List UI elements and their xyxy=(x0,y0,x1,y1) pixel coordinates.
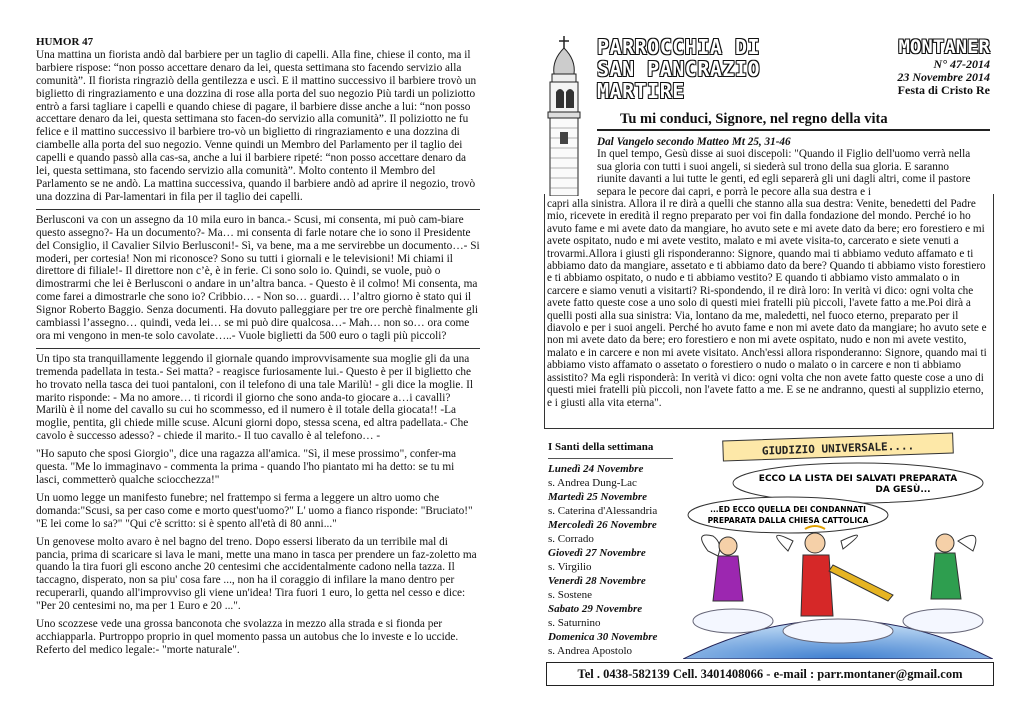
humor-story-3: Un tipo sta tranquillamente leggendo il giornale quando improvvisamente sua moglie gli da una tremenda padellata in testa.- Sei matta? - reagisce furiosamente lui.- Questo è per il biglietto che ho trovato nella tasca dei tuoi pantaloni, con il telefono di una tale Marilù! - gli dice la moglie. Il marito risponde: - Ma no amore… ti ricordi il giorno che sono anda-to giocare a…i cavalli? Marilù è il nome del cavallo su cui ho scommesso, ed il numero è il totale della giocata!! -La moglie, pentita, gli chiede mille scuse. Alcuni giorni dopo, stessa scena, ed altra padellata.- Che cavolo è successo adesso? - chiede il marito.- Il tuo cavallo è al telefono… - xyxy=(36,352,473,443)
divider xyxy=(36,209,480,210)
humor-story-7: Uno scozzese vede una grossa banconota che svolazza in mezzo alla strada e si fionda per acchiapparla. Purtroppo proprio in quel momento passa un autobus che lo investe e lo uccide. Referto del medico legale:- "morte naturale". xyxy=(36,618,459,656)
humor-story-5: Un uomo legge un manifesto funebre; nel frattempo si ferma a leggere un altro uomo che domanda:"Scusi, sa per caso come e morto quest'uomo?" L' uomo a fianco risponde: "Bruciato!" "E lei come lo sa?" "Qui c'è scritto: si è spento all'età di 80 anni..." xyxy=(36,491,473,530)
saint-day: Martedì 25 Novembre xyxy=(548,491,647,503)
bubble1-line-1: ECCO LA LISTA DEI SALVATI PREPARATA xyxy=(758,474,958,484)
feast-name: Festa di Cristo Re xyxy=(897,83,990,97)
speech-bubble-2 xyxy=(688,497,888,533)
saint-name: s. Andrea Apostolo xyxy=(548,645,633,657)
issue-date: 23 Novembre 2014 xyxy=(897,70,990,84)
saint-name: s. Sostene xyxy=(548,589,592,601)
bubble1-line-2: DA GESÙ... xyxy=(875,485,931,495)
place-name: MONTANER xyxy=(898,36,990,58)
bell-tower-icon xyxy=(544,36,590,196)
gospel-text-rest: capri alla sinistra. Allora il re dirà a quelli che stanno alla sua destra: Venite, benedetti del Padre mio, ricevete in eredità il regno preparato per voi fin dalla fondazione del mondo. Perché io ho avuto fame e mi avete dato da mangiare, ho avuto sete e mi avete dato da bere; ero forestiero e mi avete ospitato, nudo e mi avete vestito, malato e mi avete visita-to, carcerato e siete venuti a trovarmi.Allora i giusti gli risponderanno: Signore, quando mai ti abbiamo veduto affamato e ti abbiamo dato da mangiare, assetato e ti abbiamo dato da bere? Quando ti abbiamo visto forestiero e ti abbiamo ospitato, o nudo e ti abbiamo vestito? E quando ti abbiamo visto ammalato o in carcere e siamo venuti a visitarti? Ri-spondendo, il re dirà loro: In verità vi dico: ogni volta che avete fatto queste cose a uno solo di questi miei fratelli più piccoli, l'avete fatto a me.Poi dirà a quelli posti alla sua sinistra: Via, lontano da me, maledetti, nel fuoco eterno, preparato per il diavolo e per i suoi angeli. Perché ho avuto fame e non mi avete dato da mangiare; ho avuto sete e non mi avete dato da bere; ero forestiero e non mi avete ospitato, nudo e non mi avete vestito, malato e in carcere e non mi avete visitato. Anch'essi allora risponderanno: Signore, quando mai ti abbiamo visto affamato o assetato o forestiero o nudo o malato o in carcere e non ti abbiamo assistito? Ma egli risponderà: In verità vi dico: ogni volta che non avete fatto queste cose a uno di questi miei fratelli più piccoli, non l'avete fatto a me. E se ne andranno, questi al supplizio eterno, e i giusti alla vita eterna". xyxy=(547,198,987,409)
humor-story-4: "Ho saputo che sposi Giorgio", dice una ragazza all'amica. "Sì, il mese prossimo", confer-ma questa. "Me lo immaginavo - commenta la prima - quando l'ho piantato mi ha detto: se tu mi lasci, commetterò qualche sciocchezza!" xyxy=(36,448,457,486)
saint-day: Venerdì 28 Novembre xyxy=(548,575,646,587)
humor-story-1: Una mattina un fiorista andò dal barbiere per un taglio di capelli. Alla fine, chiese il conto, ma il barbiere rispose: “non posso accettare denaro da lei, questa settimana sto facendo servizio alla comunità”. Il fiorista ringraziò della gentilezza e uscì. E il mattino successivo il barbiere trovò un biglietto di ringraziamento e una dozzina di rose alla porta del suo negozio Più tardi un poliziotto entrò a farsi tagliare i capelli e quando chiese di pagare, il barbiere disse anche a lui: “non posso accettare denaro da lei, questa settimana sto facen-do servizio alla comunità”. Il poliziotto ne fu felice e il mattino successivo il barbiere tro-vò un biglietto di ringraziamento e una dozzina di ciambelle alla porta del suo negozio. Venne quindi un Membro del Parlamento per il taglio dei capelli e quando passò alla cas-sa, anche a lui il barbiere ripeté: “non posso accettare denaro da lei, questa settimana, sto facendo servizio alla comunità”. Molto contento il Membro del Parlamento se ne andò. La mattina successiva, quando il barbiere andò ad aprire il negozio, trovò una dozzina di Par-lamentari in fila per il taglio dei capelli. xyxy=(36,48,477,203)
bubble2-line-1: ...ED ECCO QUELLA DEI CONDANNATI xyxy=(710,505,866,514)
last-judgment-cartoon xyxy=(683,431,993,659)
gospel-reference: Dal Vangelo secondo Matteo Mt 25, 31-46 xyxy=(597,136,791,148)
divider xyxy=(548,458,673,459)
cartoon-banner-text: GIUDIZIO UNIVERSALE.... xyxy=(761,439,915,458)
saint-name: s. Virgilio xyxy=(548,561,592,573)
saint-day: Giovedì 27 Novembre xyxy=(548,547,646,559)
saint-day: Lunedì 24 Novembre xyxy=(548,463,644,475)
humor-story-6: Un genovese molto avaro è nel bagno del treno. Dopo essersi liberato da un terribile mal di pancia, prima di scaricare si lava le mani, mette una mano in tasca per prendere un faz-zoletto ma quando la tira fuori gli escono anche 20 centesimi che accidentalmente cadono nella tazza. Il taccagno, disperato, non sa piu' cosa fare ..., non ha il coraggio di infilare la mano dentro per recuperarli, quando all'improvviso gli viene un'idea! Tira fuori 1 euro, lo getta nel cesso e dice: "Per 20 centesimi no, ma per 1 Euro e 20 ...". xyxy=(36,535,477,613)
saint-name: s. Caterina d'Alessandria xyxy=(548,505,658,517)
issue-number: N° 47-2014 xyxy=(933,57,990,71)
humor-heading: HUMOR 47 xyxy=(36,36,94,48)
parish-title-line: PARROCCHIA DI xyxy=(597,35,761,59)
humor-column xyxy=(36,36,480,662)
saint-name: s. Corrado xyxy=(548,533,594,545)
contact-bar: Tel . 0438-582139 Cell. 3401408066 - e-mail : parr.montaner@gmail.com xyxy=(546,662,994,686)
saint-day: Domenica 30 Novembre xyxy=(548,631,658,643)
saint-day: Sabato 29 Novembre xyxy=(548,603,643,615)
divider xyxy=(36,348,480,349)
humor-story-2: Berlusconi va con un assegno da 10 mila euro in banca.- Scusi, mi consenta, mi può cam-biare questo assegno?- Ha un documento?- Ma… mi consenta di farle notare che io sono il Presidente del Consiglio, il Cavalier Silvio Berlusconi!- Sì, va bene, ma a me servirebbe un documento…- Si moderi, per cortesia! Non mi riconosce? Sono su tutti i giornali e le televisioni! Mi chiami il direttore di filiale!- Il direttore non c’è, è in ferie. Ci sono solo io. Quindi, se vuole, può o dimostrarmi che lei è Berlusconi o andare in un’altra banca. - Questo è il colmo! Mi consenta, ma come farei a dimostrarle che sono io? Cribbio… - Non so… guardi… l’altro giorno è stato qui il Signor Roberto Baggio. Senza documenti. Ha dovuto palleggiare per tre ore perchè finalmente gli cambiassi l’assegno… quindi, veda lei… se mi può dire qualcosa…- Mah… non so… ora come ora mi vengono in men-te solo cavolate…..- Vuole biglietti da 500 euro o tagli più piccoli? xyxy=(36,213,480,342)
parish-title xyxy=(597,36,760,102)
saints-list xyxy=(548,440,678,658)
saint-day: Mercoledì 26 Novembre xyxy=(548,519,657,531)
parish-title-line: SAN PANCRAZIO xyxy=(597,57,761,81)
saints-heading: I Santi della settimana xyxy=(548,441,654,453)
parish-title-line: MARTIRE xyxy=(597,79,685,103)
saint-name: s. Saturnino xyxy=(548,617,601,629)
divider xyxy=(597,129,990,131)
gospel-intro xyxy=(597,136,977,198)
bubble2-line-2: PREPARATA DALLA CHIESA CATTOLICA xyxy=(707,516,869,525)
week-theme: Tu mi conduci, Signore, nel regno della vita xyxy=(620,111,888,127)
saint-name: s. Andrea Dung-Lac xyxy=(548,477,637,489)
issue-info xyxy=(897,58,990,97)
gospel-text-top: In quel tempo, Gesù disse ai suoi discepoli: "Quando il Figlio dell'uomo verrà nella sua gloria con tutti i suoi angeli, si siederà sul trono della sua gloria. E saranno riunite davanti a lui tutte le genti, ed egli separerà gli uni dagli altri, come il pastore separa le pecore dai capri, e porrà le pecore alla sua destra e i xyxy=(597,148,971,198)
